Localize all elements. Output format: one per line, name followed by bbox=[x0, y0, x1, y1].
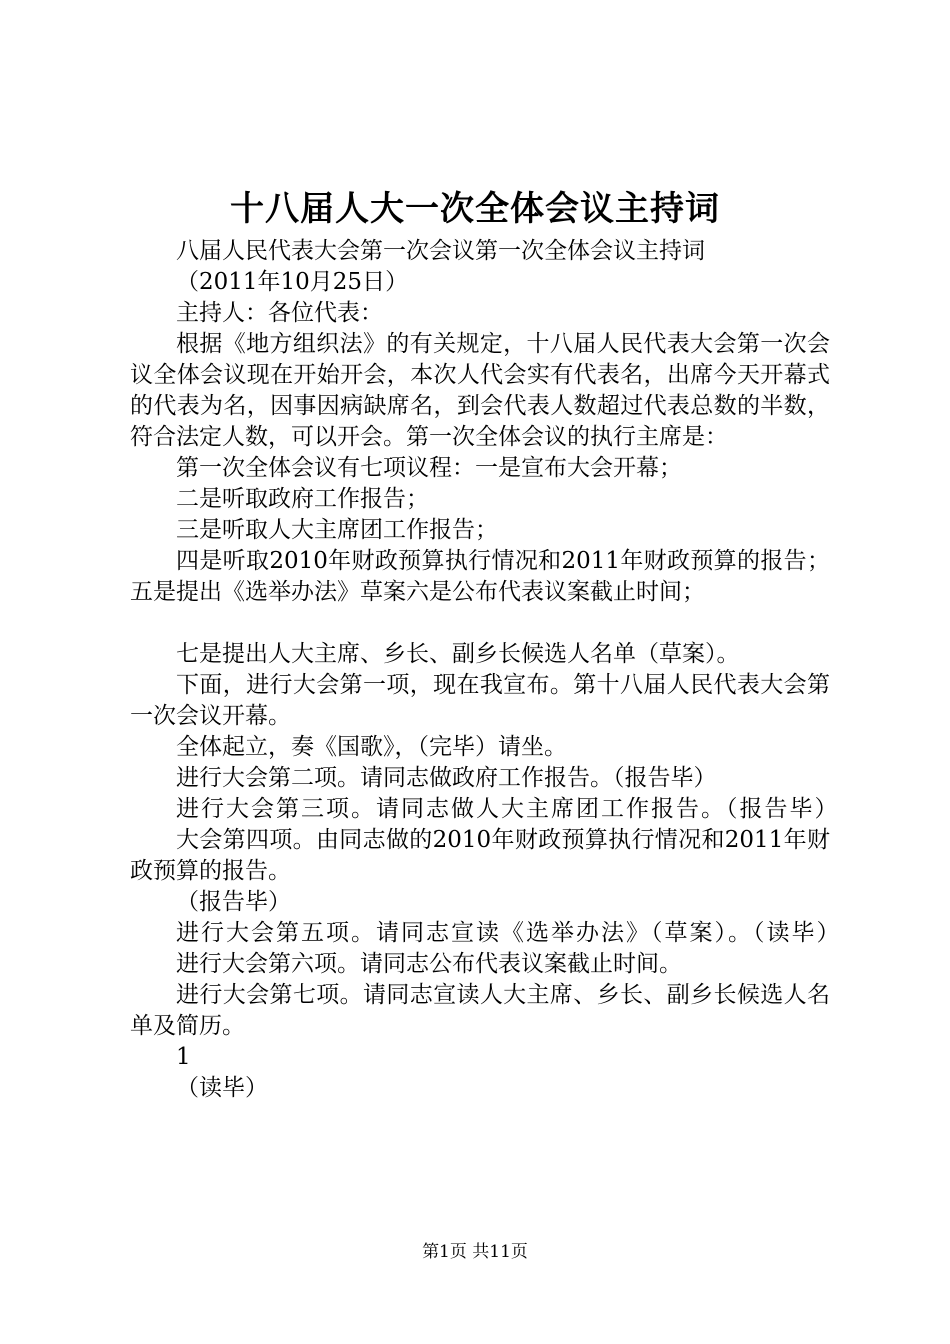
item-1-paragraph: 下面，进行大会第一项，现在我宣布。第十八届人民代表大会第一次会议开幕。 bbox=[130, 672, 830, 729]
date-paragraph: （2011年10月25日） bbox=[176, 269, 409, 295]
agenda-item-2: 二是听取政府工作报告； bbox=[176, 486, 429, 512]
item-7-paragraph: 进行大会第七项。请同志宣读人大主席、乡长、副乡长候选人名单及简历。 bbox=[130, 982, 830, 1039]
report-done-paragraph: （报告毕） bbox=[176, 889, 291, 915]
item-3-paragraph: 进行大会第三项。请同志做人大主席团工作报告。（报告毕） bbox=[176, 796, 840, 822]
page-marker-paragraph: 1 bbox=[176, 1044, 191, 1070]
document-body bbox=[130, 236, 842, 1104]
agenda-item-7: 七是提出人大主席、乡长、副乡长候选人名单（草案）。 bbox=[176, 641, 740, 667]
agenda-paragraph: 第一次全体会议有七项议程：一是宣布大会开幕； bbox=[176, 455, 682, 481]
subtitle-paragraph: 八届人民代表大会第一次会议第一次全体会议主持词 bbox=[176, 238, 705, 264]
item-5-paragraph: 进行大会第五项。请同志宣读《选举办法》（草案）。（读毕） bbox=[176, 920, 842, 946]
opening-paragraph: 根据《地方组织法》的有关规定，十八届人民代表大会第一次会议全体会议现在开始开会，本次人代会实有代表名，出席今天开幕式的代表为名，因事因病缺席名，到会代表人数超过代表总数的半数，符合法定人数，可以开会。第一次全体会议的执行主席是： bbox=[130, 331, 830, 450]
item-2-paragraph: 进行大会第二项。请同志做政府工作报告。（报告毕） bbox=[176, 765, 717, 791]
agenda-item-4-6: 四是听取2010年财政预算执行情况和2011年财政预算的报告；五是提出《选举办法》草案六是公布代表议案截止时间； bbox=[130, 548, 830, 605]
item-6-paragraph: 进行大会第六项。请同志公布代表议案截止时间。 bbox=[176, 951, 682, 977]
document-title: 十八届人大一次全体会议主持词 bbox=[230, 189, 720, 229]
agenda-item-3: 三是听取人大主席团工作报告； bbox=[176, 517, 498, 543]
read-done-paragraph: （读毕） bbox=[176, 1075, 268, 1101]
host-paragraph: 主持人：各位代表： bbox=[176, 300, 383, 326]
anthem-paragraph: 全体起立，奏《国歌》，（完毕）请坐。 bbox=[176, 734, 567, 760]
item-4-paragraph: 大会第四项。由同志做的2010年财政预算执行情况和2011年财政预算的报告。 bbox=[130, 827, 830, 884]
blank-line bbox=[130, 608, 830, 639]
page-footer: 第1页 共11页 bbox=[422, 1242, 528, 1262]
